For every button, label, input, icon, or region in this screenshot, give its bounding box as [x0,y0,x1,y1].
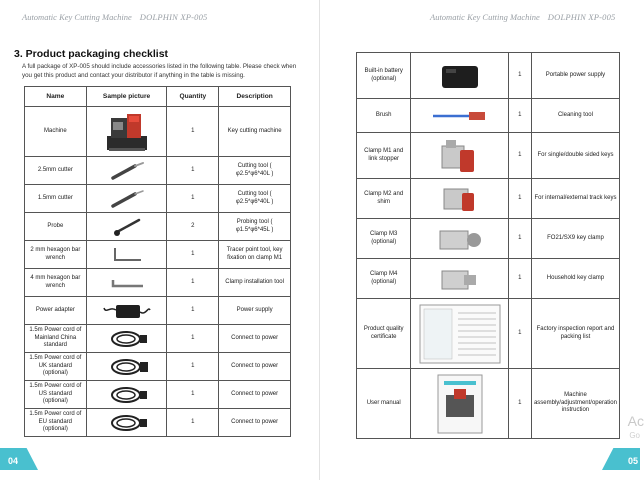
table-row [357,259,620,299]
power-cord-icon [86,381,167,409]
table-row [357,53,620,99]
item-quantity: 1 [167,185,219,213]
item-name: 1.5mm cutter [25,185,87,213]
item-quantity: 1 [508,179,531,219]
item-quantity: 2 [167,213,219,241]
col-header-quantity: Quantity [167,87,219,107]
watermark-text: Ac [627,413,644,429]
item-description: Factory inspection report and packing list [531,299,619,369]
table-row [25,213,291,241]
item-name: Clamp M3 (optional) [357,219,411,259]
item-description: Clamp installation tool [219,269,291,297]
table-row [25,325,291,353]
item-name: Built-in battery (optional) [357,53,411,99]
power-cord-icon [86,353,167,381]
cutter-icon [86,157,167,185]
clamp-icon [411,133,508,179]
table-row [25,157,291,185]
item-quantity: 1 [508,219,531,259]
table-row [357,369,620,439]
table-row [25,297,291,325]
col-header-description: Description [219,87,291,107]
item-description: Key cutting machine [219,107,291,157]
item-name: 1.5m Power cord of UK standard (optional) [25,353,87,381]
item-name: 1.5m Power cord of Mainland China standard [25,325,87,353]
item-quantity: 1 [167,325,219,353]
page-number: 04 [8,456,19,466]
table-row [25,269,291,297]
item-quantity: 1 [508,369,531,439]
item-name: Clamp M2 and shim [357,179,411,219]
item-name: Product quality certificate [357,299,411,369]
item-description: Cutting tool ( φ2.5*φ6*40L ) [219,185,291,213]
item-quantity: 1 [167,297,219,325]
section-title: 3. Product packaging checklist [14,48,169,60]
table-row [357,133,620,179]
table-row [357,219,620,259]
item-description: Machine assembly/adjustment/operation instruction [531,369,619,439]
header-title: Automatic Key Cutting Machine [430,12,540,22]
manual-icon [411,369,508,439]
table-row [25,381,291,409]
item-name: 4 mm hexagon bar wrench [25,269,87,297]
power-cord-icon [86,409,167,437]
battery-icon [411,53,508,99]
table-row [25,241,291,269]
item-name: 1.5m Power cord of US standard (optional) [25,381,87,409]
item-description: Cleaning tool [531,99,619,133]
col-header-name: Name [25,87,87,107]
table-row [25,185,291,213]
item-name: 1.5m Power cord of EU standard (optional) [25,409,87,437]
hex-wrench-icon [86,241,167,269]
item-name: 2 mm hexagon bar wrench [25,241,87,269]
page-header [22,12,208,22]
page-header [430,12,616,22]
item-quantity: 1 [508,299,531,369]
certificate-icon [411,299,508,369]
power-cord-icon [86,325,167,353]
item-quantity: 1 [167,353,219,381]
item-quantity: 1 [508,53,531,99]
header-model: DOLPHIN XP-005 [547,12,616,22]
clamp-icon [411,219,508,259]
power-adapter-icon [86,297,167,325]
item-quantity: 1 [167,157,219,185]
machine-icon [86,107,167,157]
watermark-subtext: Go [629,431,640,440]
item-description: Household key clamp [531,259,619,299]
item-quantity: 1 [508,259,531,299]
table-row [25,409,291,437]
item-quantity: 1 [167,381,219,409]
item-description: For single/double sided keys [531,133,619,179]
header-title: Automatic Key Cutting Machine [22,12,132,22]
item-name: 2.5mm cutter [25,157,87,185]
item-name: Machine [25,107,87,157]
item-description: Cutting tool ( φ2.5*φ6*40L ) [219,157,291,185]
item-description: FO21/SX9 key clamp [531,219,619,259]
item-description: Portable power supply [531,53,619,99]
item-name: Power adapter [25,297,87,325]
right-page [320,0,644,480]
table-row [357,299,620,369]
hex-wrench-icon [86,269,167,297]
packaging-checklist-table-continued [356,52,620,439]
page-number: 05 [627,456,638,466]
cutter-icon [86,185,167,213]
table-row [25,107,291,157]
table-row [357,99,620,133]
item-description: Tracer point tool, key fixation on clamp M1 [219,241,291,269]
item-description: Connect to power [219,409,291,437]
item-quantity: 1 [167,269,219,297]
clamp-icon [411,259,508,299]
item-name: Clamp M1 and link stopper [357,133,411,179]
item-quantity: 1 [508,133,531,179]
table-row [357,179,620,219]
clamp-icon [411,179,508,219]
item-quantity: 1 [167,241,219,269]
col-header-picture: Sample picture [86,87,167,107]
item-description: Connect to power [219,381,291,409]
item-quantity: 1 [508,99,531,133]
item-description: For internal/external track keys [531,179,619,219]
item-name: User manual [357,369,411,439]
footer-accent-bar [0,448,38,470]
item-name: Brush [357,99,411,133]
table-row [25,353,291,381]
packaging-checklist-table [24,86,291,437]
item-name: Clamp M4 (optional) [357,259,411,299]
item-quantity: 1 [167,409,219,437]
section-intro: A full package of XP-005 should include accessories listed in the following table. Please check when you get this product and contact your distributor if anything in the table is missing. [22,63,297,79]
brush-icon [411,99,508,133]
left-page [0,0,320,480]
item-name: Probe [25,213,87,241]
item-quantity: 1 [167,107,219,157]
item-description: Connect to power [219,325,291,353]
probe-icon [86,213,167,241]
item-description: Connect to power [219,353,291,381]
header-model: DOLPHIN XP-005 [139,12,208,22]
item-description: Probing tool ( φ1.5*φ6*45L ) [219,213,291,241]
item-description: Power supply [219,297,291,325]
